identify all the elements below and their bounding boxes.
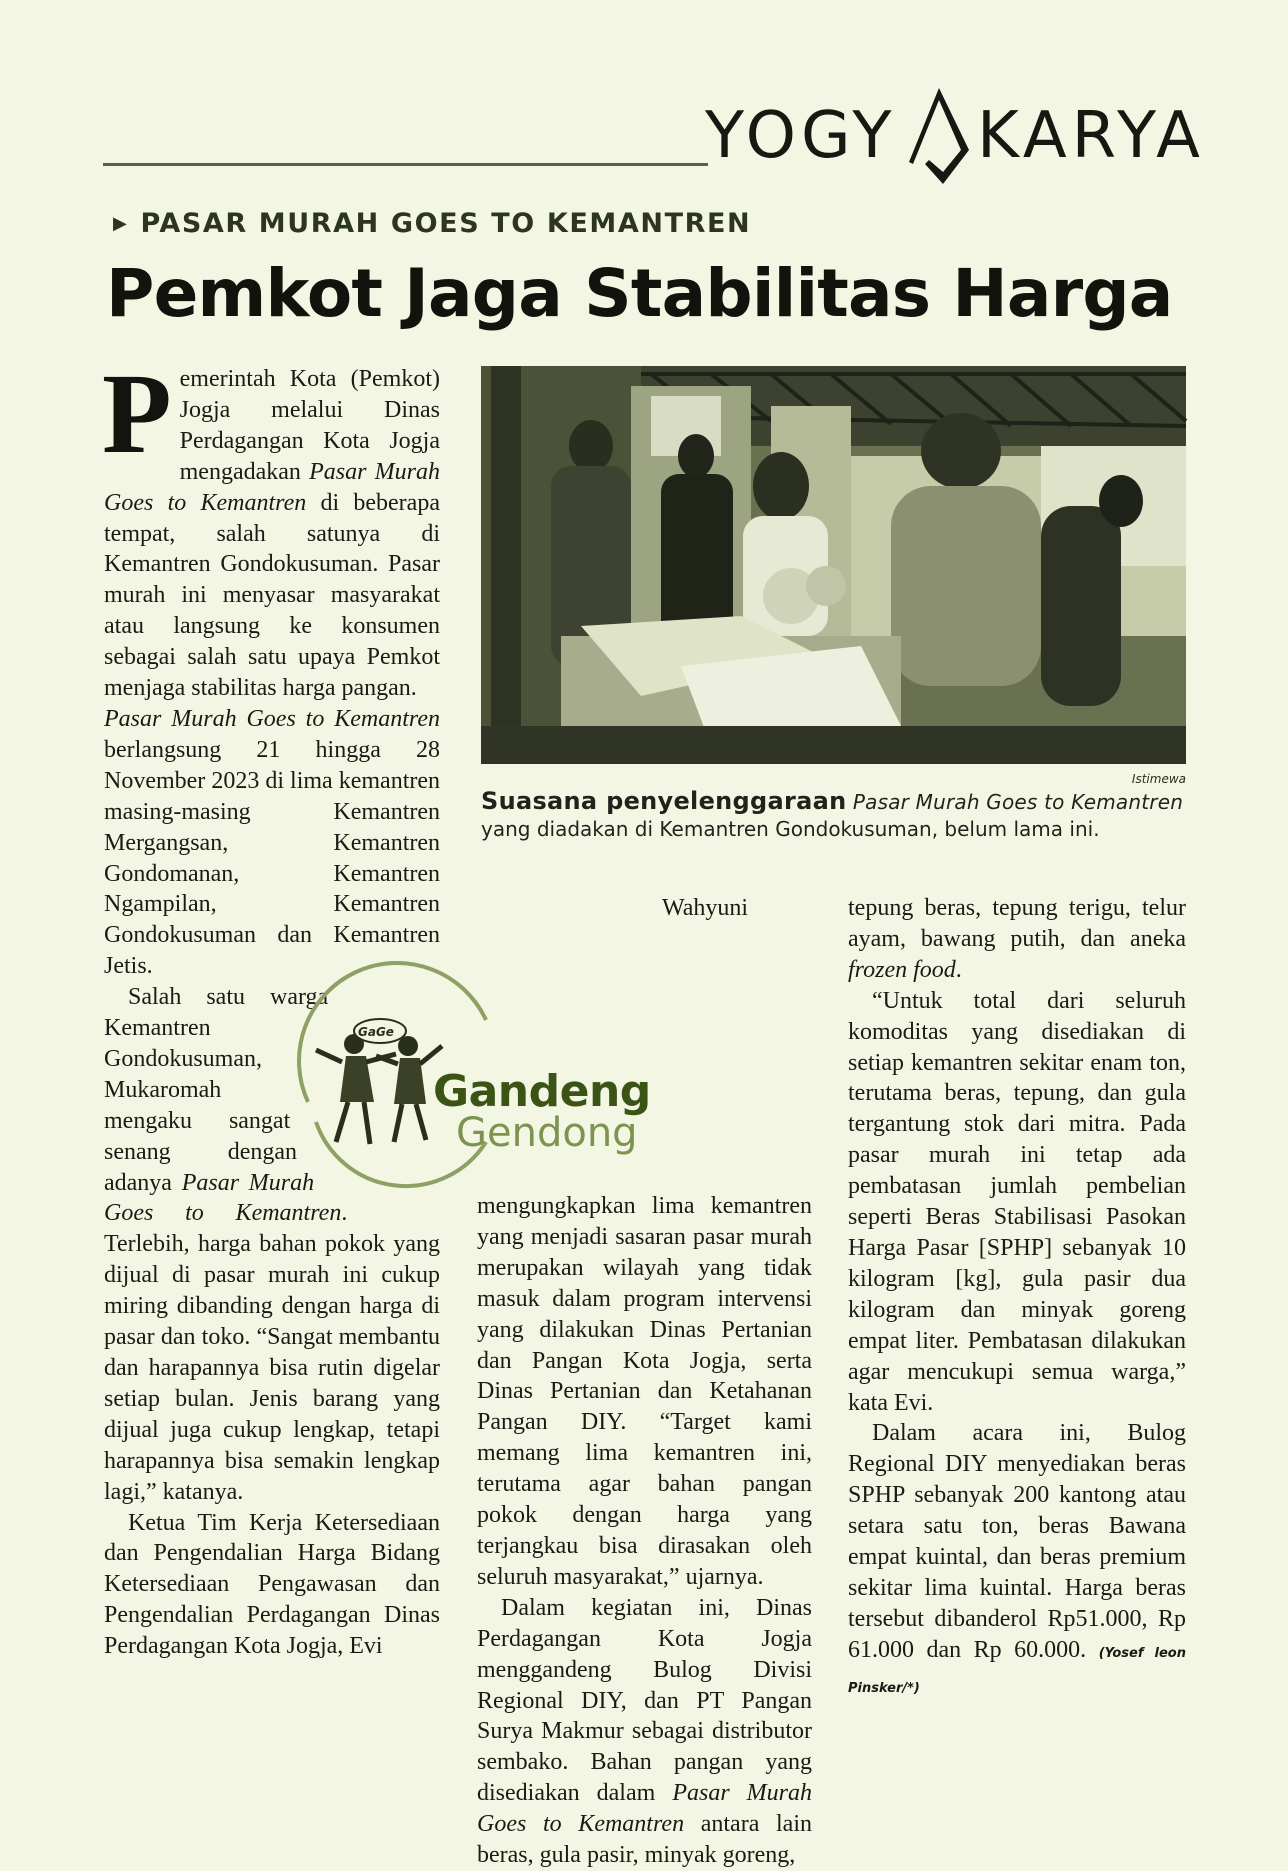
article-photo: [481, 366, 1186, 764]
col3-p3-text: Dalam acara ini, Bulog Regional DIY menyediakan beras SPHP sebanyak 200 kantong atau setara satu ton, beras Bawana empat kuintal, dan beras premium sekitar lima kuintal. Harga beras tersebut dibanderol Rp51.000, Rp 61.000 dan Rp 60.000.: [848, 1420, 1186, 1663]
brand-right: KARYA: [977, 99, 1205, 173]
brand-left: YOGY: [705, 99, 897, 173]
col3-paragraph-2: “Untuk total dari seluruh komoditas yang disediakan di setiap kemantren sekitar enam ton, terutama beras, tepung, dan gula tergantung stok dari mitra. Pada pasar murah ini tetap ada pembatasan jumlah pembelian seperti Beras Stabilisasi Pasokan Harga Pasar [SPHP] sebanyak 10 kilogram [kg], gula pasir dua kilogram dan minyak goreng empat liter. Pembatasan dilakukan agar mencukupi semua warga,” kata Evi.: [848, 987, 1186, 1416]
col1-p3-text-b: . Terlebih, harga bahan pokok yang dijual di pasar murah ini cukup miring dibanding dengan harga di pasar dan toko. “Sangat membantu dan harapannya bisa rutin digelar setiap bulan. Jenis barang yang dijual juga cukup lengkap, tetapi harapannya bisa semakin lengkap lagi,” katanya.: [104, 1200, 440, 1505]
col1-p1-italic: Pasar Murah Goes to Kemantren: [104, 458, 440, 516]
col1-paragraph-1: [102, 350, 440, 704]
headline: Pemkot Jaga Stabilitas Harga: [106, 255, 1173, 332]
col1-p2-text: berlangsung 21 hingga 28 November 2023 di lima kemantren masing-masing Kemantren Mergangsan, Kemantren Gondomanan, Kemantren Ngampilan, Kemantren Gondokusuman dan Kemantren Jetis.: [104, 736, 440, 980]
logo-word-gandeng: Gandeng: [433, 1066, 651, 1117]
caption-italic: Pasar Murah Goes to Kemantren: [852, 790, 1184, 814]
logo-word-gendong: Gendong: [456, 1110, 638, 1156]
col3-p1-text-b: .: [955, 956, 962, 983]
byline: (Yosef leon Pinsker/*): [848, 1645, 1186, 1696]
col2-p2-text-b: antara lain beras, gula pasir, minyak goreng,: [477, 1811, 812, 1869]
col3-paragraph-3: [848, 1418, 1186, 1704]
col1-paragraph-4: Ketua Tim Kerja Ketersediaan dan Pengendalian Harga Bidang Ketersediaan Pengawasan dan Pengendalian Perdagangan Dinas Perdagangan Kota Jogja, Evi: [104, 1509, 440, 1660]
col2-p2-italic: Pasar Murah Goes to Kemantren: [477, 1780, 812, 1838]
col3-p1-italic: frozen food: [848, 956, 956, 983]
triangle-icon: ▶: [113, 213, 129, 234]
caption-lead: Suasana penyelenggaraan: [481, 787, 847, 815]
col1-paragraph-2: [104, 704, 440, 982]
kicker: [113, 208, 751, 239]
photo-credit: Istimewa: [1131, 772, 1186, 786]
gandeng-gendong-logo: [296, 992, 676, 1172]
col1-p3-italic: Pasar Murah Goes to Kemantren: [104, 1169, 342, 1227]
column-3: [848, 893, 1186, 1753]
col2-paragraph-2: [477, 1593, 812, 1871]
dropcap: P: [102, 350, 172, 477]
col2-p2-text-a: Dalam kegiatan ini, Dinas Perdagangan Kota Jogja menggandeng Bulog Divisi Regional DIY, dan PT Pangan Surya Makmur sebagai distributor sembako. Bahan pangan yang disediakan dalam: [477, 1594, 812, 1807]
col2-p1-text: Wahyuni mengungkapkan lima kemantren yang menjadi sasaran pasar murah merupakan wilayah yang tidak masuk dalam program intervensi yang dilakukan Dinas Pertanian dan Pangan Kota Jogja, serta Dinas Pertanian dan Ketahanan Pangan DIY. “Target kami memang lima kemantren ini, terutama agar bahan pangan pokok dengan harga yang terjangkau bisa dirasakan oleh seluruh masyarakat,” ujarnya.: [477, 895, 812, 1590]
photo-caption: [481, 788, 1186, 843]
caption-rest: yang diadakan di Kemantren Gondokusuman, belum lama ini.: [481, 817, 1100, 841]
col1-p3-text-a: Salah satu warga Kemantren Gondokusuman, Mukaromah mengaku sangat senang dengan adanya: [104, 984, 329, 1196]
monument-icon: [899, 84, 975, 194]
col1-p1-text-b: di beberapa tempat, salah satunya di Kemantren Gondokusuman. Pasar murah ini menyasar masyarakat atau langsung ke konsumen sebagai salah satu upaya Pemkot menjaga stabilitas harga pangan.: [104, 489, 440, 702]
section-logo: [705, 84, 1205, 194]
col3-paragraph-1: [848, 893, 1186, 986]
col1-p2-italic: Pasar Murah Goes to Kemantren: [104, 705, 440, 732]
masthead-rule: [103, 163, 708, 166]
kicker-text: PASAR MURAH GOES TO KEMANTREN: [140, 208, 752, 239]
gage-badge: GaGe: [358, 1025, 394, 1039]
col3-p1-text-a: tepung beras, tepung terigu, telur ayam, bawang putih, dan aneka: [848, 895, 1186, 952]
col1-p1-text-a: emerintah Kota (Pemkot) Jogja melalui Dinas Perdagangan Kota Jogja mengadakan: [179, 366, 440, 485]
